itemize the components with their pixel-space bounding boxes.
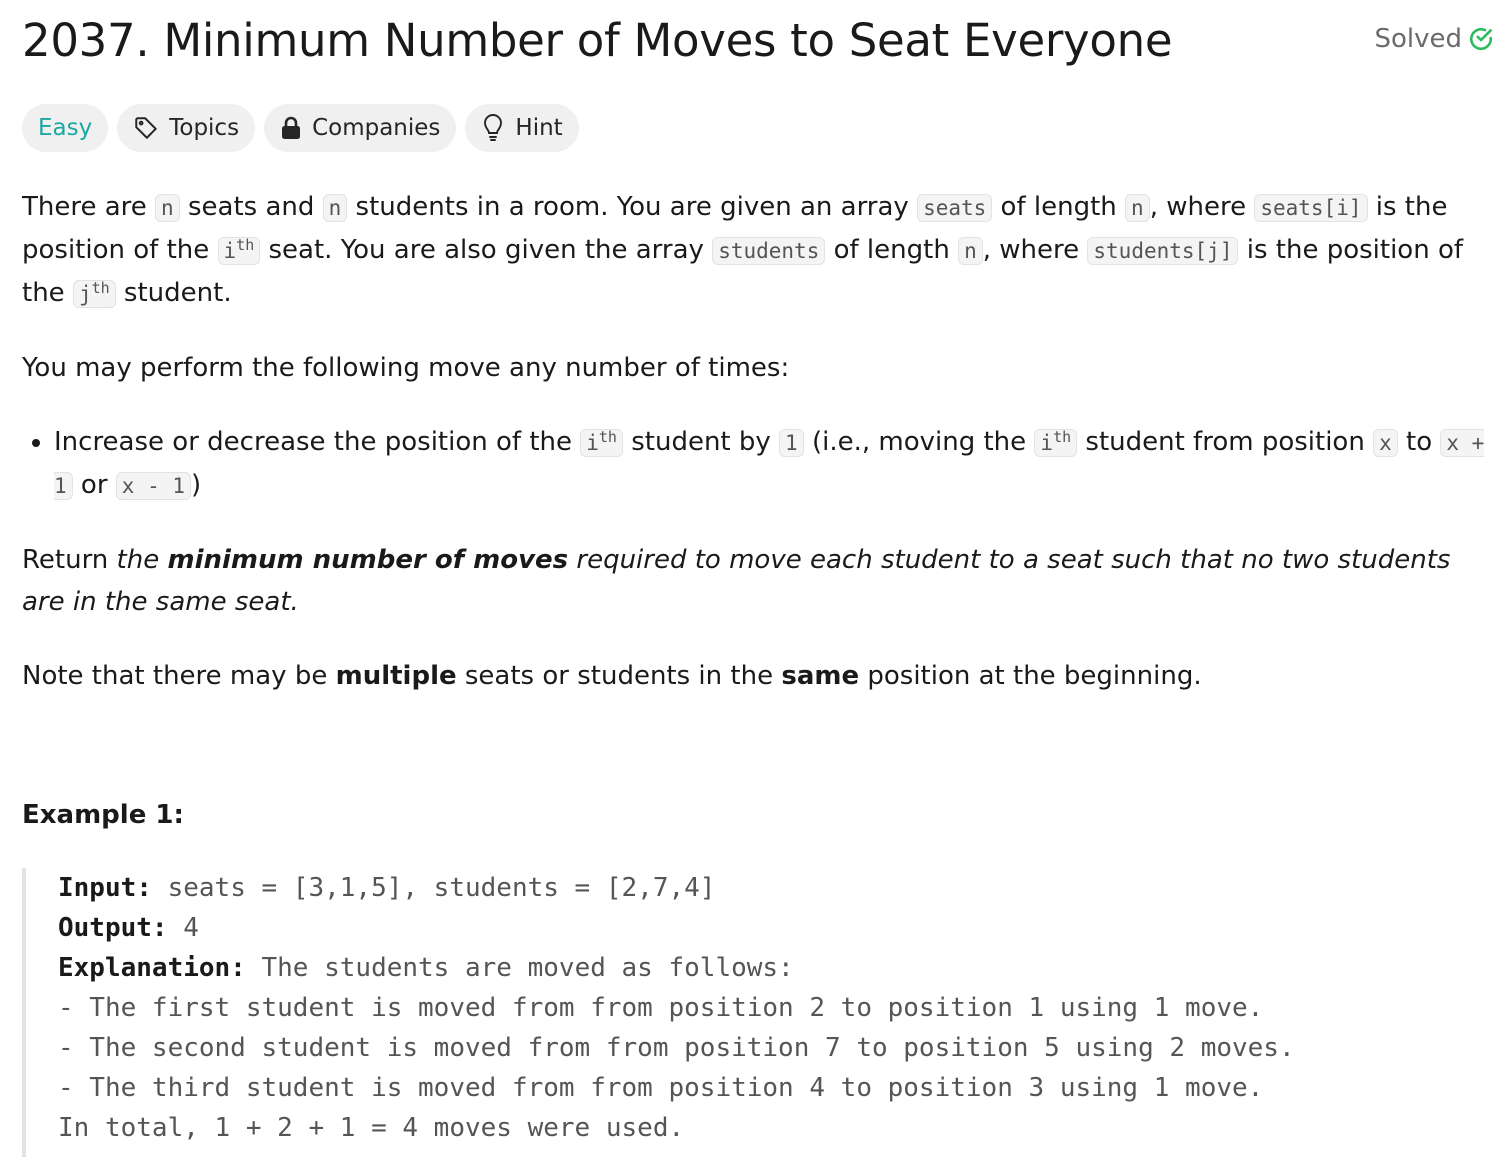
check-circle-icon	[1468, 26, 1494, 52]
lock-icon	[280, 116, 302, 140]
companies-button[interactable]	[264, 104, 456, 152]
explanation-total: In total, 1 + 2 + 1 = 4 moves were used.	[58, 1113, 685, 1143]
solved-label: Solved	[1374, 24, 1462, 54]
explanation-step: - The third student is moved from from position 4 to position 3 using 1 move.	[58, 1073, 1264, 1103]
explanation-step: - The second student is moved from from position 7 to position 5 using 2 moves.	[58, 1033, 1295, 1063]
problem-title: 2037. Minimum Number of Moves to Seat Everyone	[22, 14, 1173, 67]
problem-description	[22, 186, 1497, 729]
list-item: • Increase or decrease the position of the $i^{th}$ student by 1 (i.e., moving the $i^{th}$ student from position x to x + 1 or x - 1 )	[54, 421, 1497, 507]
hint-button[interactable]	[465, 104, 578, 152]
example-1-block	[22, 868, 1482, 1157]
example-output-line: Output: 4	[58, 913, 199, 943]
return-statement: Return the minimum number of moves required to move each student to a seat such that no two students are in the same seat.	[22, 545, 1451, 617]
difficulty-label: Easy	[38, 115, 93, 141]
lightbulb-icon	[481, 114, 505, 142]
description-paragraph: There are n seats and n students in a room. You are given an array seats of length n , where seats[i] is the position of the $i^{th}$ seat. You are also given the array students of length n , where students[j] is the position of the $j^{th}$ student.	[22, 192, 1464, 308]
companies-label: Companies	[312, 115, 441, 141]
move-intro: You may perform the following move any number of times:	[22, 353, 790, 383]
topics-button[interactable]	[117, 104, 255, 152]
hint-label: Hint	[515, 115, 563, 141]
difficulty-badge[interactable]	[22, 104, 108, 152]
example-explanation-line: Explanation: The students are moved as follows:	[58, 953, 794, 983]
tag-bar	[22, 104, 579, 152]
tag-icon	[133, 115, 159, 141]
topics-label: Topics	[169, 115, 240, 141]
example-1-title: Example 1:	[22, 800, 184, 830]
solved-status	[1374, 24, 1494, 54]
example-input-line: Input: seats = [3,1,5], students = [2,7,4]	[58, 873, 716, 903]
explanation-step: - The first student is moved from from position 2 to position 1 using 1 move.	[58, 993, 1264, 1023]
note-paragraph: Note that there may be multiple seats or students in the same position at the beginning.	[22, 661, 1202, 691]
move-list	[22, 421, 1497, 507]
